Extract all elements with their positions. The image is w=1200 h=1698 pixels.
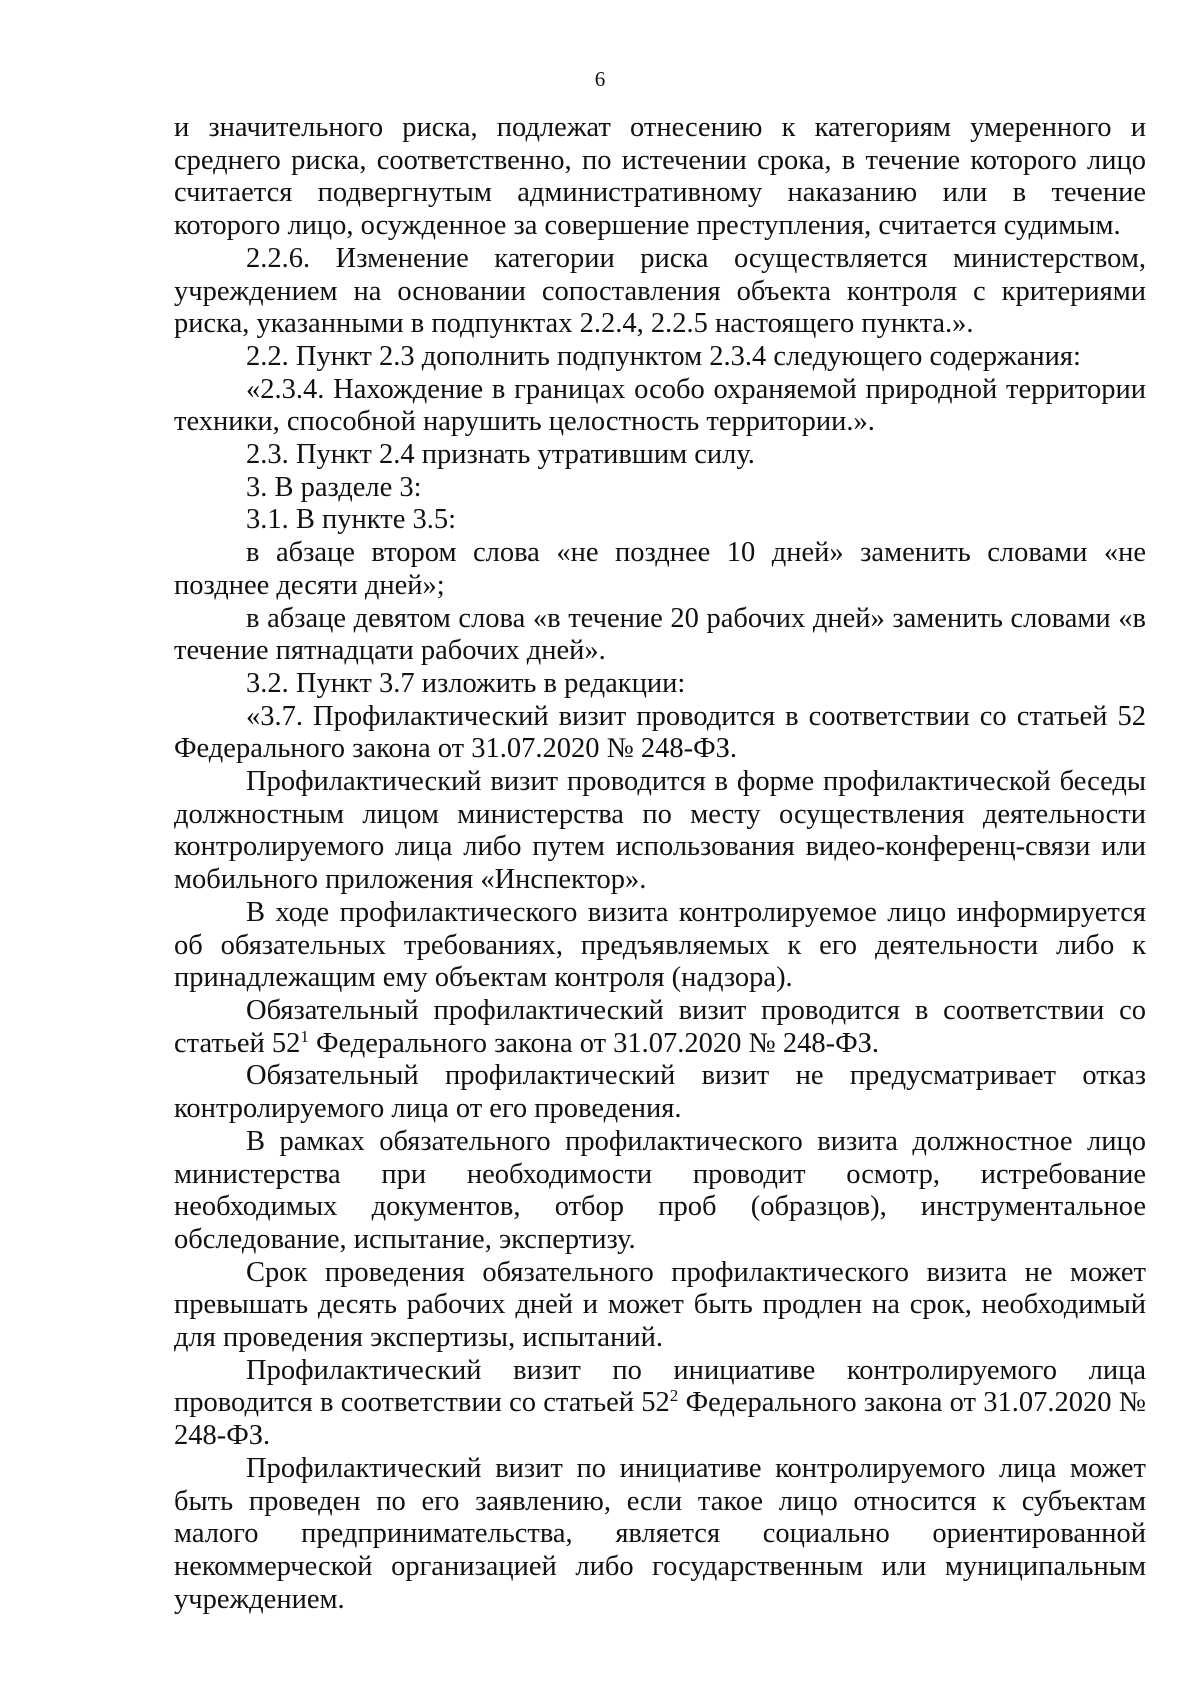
paragraph-8: в абзаце втором слова «не позднее 10 дней» заменить словами «не позднее десяти дней»; [174,537,1146,601]
paragraph-15: Обязательный профилактический визит не предусматривает отказ контролируемого лица от его проведения. [174,1060,1146,1125]
paragraph-16: В рамках обязательного профилактического визита должностное лицо министерства при необходимости проводит осмотр, истребование необходимых документов, отбор проб (образцов), инструментальное обследование, испытание, экспертизу. [174,1125,1146,1255]
paragraph-14-superscript: 1 [300,1026,309,1046]
paragraph-14 [174,995,1146,1060]
paragraph-18-text-after: Федерального закона от 31.07.2020 № 248-ФЗ. [174,1387,1146,1452]
paragraph-1: и значительного риска, подлежат отнесению к категориям умеренного и среднего риска, соответственно, по истечении срока, в течение которого лицо считается подвергнутым административному наказанию или в течение которого лицо, осужденное за совершение преступления, считается судимым. [174,112,1146,242]
page-number: 6 [594,67,606,91]
paragraph-12: Профилактический визит проводится в форме профилактической беседы должностным лицом министерства по месту осуществления деятельности контролируемого лица либо путем использования видео-конференц-связи или мобильного приложения «Инспектор». [174,766,1146,896]
paragraph-5: 2.3. Пункт 2.4 признать утратившим силу. [246,439,755,471]
paragraph-11: «3.7. Профилактический визит проводится в соответствии со статьей 52 Федерального закона от 31.07.2020 № 248-ФЗ. [174,700,1146,765]
paragraph-2: 2.2.6. Изменение категории риска осуществляется министерством, учреждением на основании сопоставления объекта контроля с критериями риска, указанными в подпунктах 2.2.4, 2.2.5 настоящего пункта.». [174,242,1146,340]
paragraph-19: Профилактический визит по инициативе контролируемого лица может быть проведен по его заявлению, если такое лицо относится к субъектам малого предпринимательства, является социально ориентированной некоммерческой организацией либо государственным или муниципальным учреждением. [174,1452,1146,1615]
paragraph-6: 3. В разделе 3: [246,471,422,503]
paragraph-17: Срок проведения обязательного профилактического визита не может превышать десять рабочих дней и может быть продлен на срок, необходимый для проведения экспертизы, испытаний. [174,1256,1146,1354]
paragraph-14-text-after: Федерального закона от 31.07.2020 № 248-ФЗ. [308,1027,880,1059]
paragraph-10: 3.2. Пункт 3.7 изложить в редакции: [246,667,686,699]
paragraph-7: 3.1. В пункте 3.5: [246,504,457,536]
document-body [174,112,1146,1616]
paragraph-14-text-before: Обязательный профилактический визит проводится в соответствии со статьей 52 [174,994,1146,1059]
paragraph-13: В ходе профилактического визита контролируемое лицо информируется об обязательных требованиях, предъявляемых к его деятельности либо к принадлежащим ему объектам контроля (надзора). [174,896,1146,994]
paragraph-18 [174,1355,1146,1453]
paragraph-18-text-before: Профилактический визит по инициативе контролируемого лица проводится в соответствии со статьей 52 [174,1354,1146,1419]
paragraph-4: «2.3.4. Нахождение в границах особо охраняемой природной территории техники, способной нарушить целостность территории.». [174,373,1146,438]
paragraph-18-superscript: 2 [669,1386,679,1406]
paragraph-3: 2.2. Пункт 2.3 дополнить подпунктом 2.3.4 следующего содержания: [246,340,1081,372]
paragraph-9: в абзаце девятом слова «в течение 20 рабочих дней» заменить словами «в течение пятнадцати рабочих дней». [174,602,1146,667]
